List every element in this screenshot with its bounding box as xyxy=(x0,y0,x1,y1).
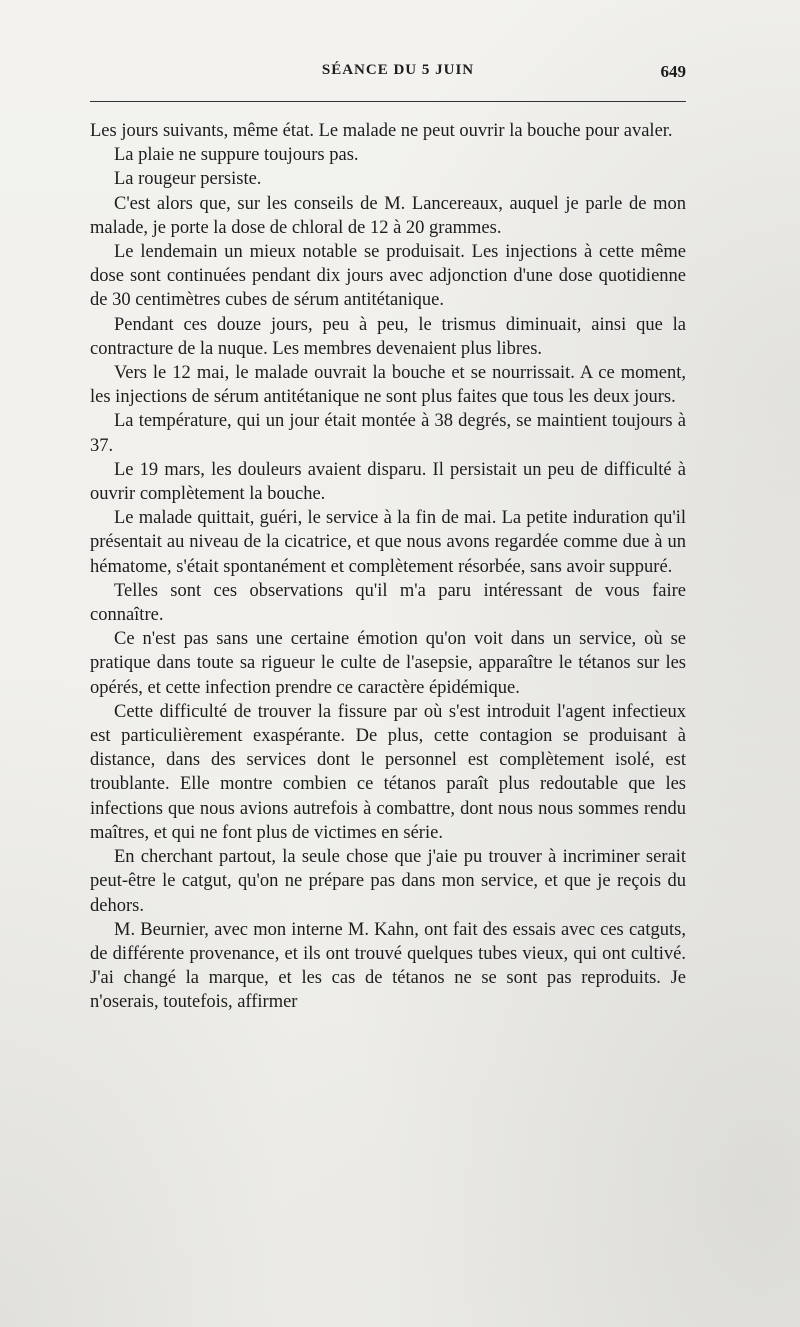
page-header xyxy=(90,62,686,86)
header-rule xyxy=(90,101,686,102)
paragraph: Pendant ces douze jours, peu à peu, le trismus diminuait, ainsi que la contracture de la nuque. Les membres devenaient plus libres. xyxy=(90,314,686,359)
paragraph: Cette difficulté de trouver la fissure par où s'est introduit l'agent infectieux est particulièrement exaspérante. De plus, cette contagion se produisant à distance, dans des services dont le personnel est complètement isolé, est troublante. Elle montre combien ce tétanos paraît plus redoutable que les infections que nous avions autrefois à combattre, dont nous nous sommes rendu maîtres, et qui ne font plus de victimes en série. xyxy=(90,701,686,843)
paragraph: Vers le 12 mai, le malade ouvrait la bouche et se nourrissait. A ce moment, les injections de sérum antitétanique ne sont plus faites que tous les deux jours. xyxy=(90,363,686,408)
paragraph: M. Beurnier, avec mon interne M. Kahn, ont fait des essais avec ces catguts, de différente provenance, et ils ont trouvé quelques tubes vieux, qui ont cultivé. J'ai changé la marque, et les cas de tétanos ne se sont pas reproduits. Je n'oserais, toutefois, affirmer xyxy=(90,919,686,1013)
paragraph: Le 19 mars, les douleurs avaient disparu. Il persistait un peu de difficulté à ouvrir complètement la bouche. xyxy=(90,459,686,505)
paragraph: La rougeur persiste. xyxy=(114,169,262,190)
page-number: 649 xyxy=(660,62,686,81)
paragraph: Les jours suivants, même état. Le malade ne peut ouvrir la bouche pour avaler. xyxy=(90,121,673,141)
paragraph: Telles sont ces observations qu'il m'a paru intéressant de vous faire connaître. xyxy=(90,580,686,626)
paragraph: Ce n'est pas sans une certaine émotion qu'on voit dans un service, où se pratique dans toute sa rigueur le culte de l'asepsie, apparaître le tétanos sur les opérés, et cette infection prendre ce caractère épidémique. xyxy=(90,629,686,698)
paragraph: En cherchant partout, la seule chose que j'aie pu trouver à incriminer serait peut-être le catgut, qu'on ne prépare pas dans mon service, et que je reçois du dehors. xyxy=(90,847,686,916)
running-head: SÉANCE DU 5 JUIN xyxy=(321,62,475,78)
paragraph: La plaie ne suppure toujours pas. xyxy=(114,145,359,166)
body-text xyxy=(90,119,686,1015)
paragraph: La température, qui un jour était montée à 38 degrés, se maintient toujours à 37. xyxy=(90,411,686,456)
paragraph: Le lendemain un mieux notable se produisait. Les injections à cette même dose sont continuées pendant dix jours avec adjonction d'une dose quotidienne de 30 centimètres cubes de sérum antitétanique. xyxy=(90,242,686,311)
paragraph: Le malade quittait, guéri, le service à la fin de mai. La petite induration qu'il présentait au niveau de la cicatrice, et que nous avons regardée comme due à un hématome, s'était spontanément et complètement résorbée, sans avoir suppuré. xyxy=(90,508,686,577)
paragraph: C'est alors que, sur les conseils de M. Lancereaux, auquel je parle de mon malade, je porte la dose de chloral de 12 à 20 grammes. xyxy=(90,193,686,238)
